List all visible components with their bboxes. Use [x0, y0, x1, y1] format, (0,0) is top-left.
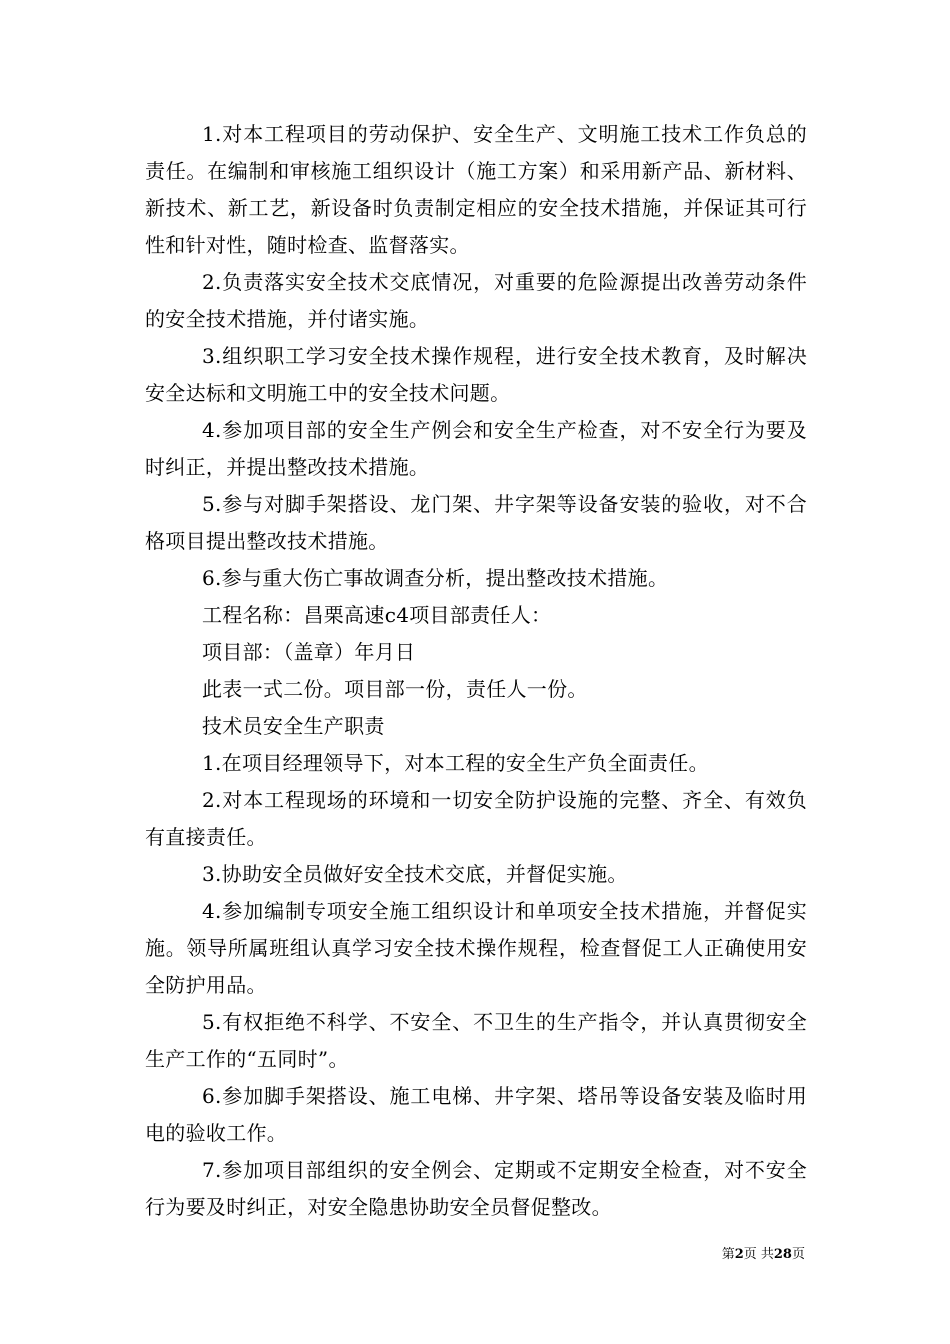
footer-middle: 页 共: [743, 1247, 774, 1262]
copies-note: 此表一式二份。项目部一份，责任人一份。: [202, 677, 588, 701]
section-heading: 技术员安全生产职责: [202, 714, 385, 738]
paragraph: 1.对本工程项目的劳动保护、安全生产、文明施工技术工作负总的责任。在编制和审核施工组织设计（施工方案）和采用新产品、新材料、新技术、新工艺，新设备时负责制定相应的安全技术措施，并保证其可行性和针对性，随时检查、监督落实。: [145, 122, 807, 257]
paragraph: 3.协助安全员做好安全技术交底，并督促实施。: [202, 862, 628, 886]
paragraph: 6.参与重大伤亡事故调查分析，提出整改技术措施。: [202, 566, 669, 590]
footer-total-pages: 28: [773, 1247, 792, 1262]
footer-page-number: 2: [734, 1247, 744, 1262]
paragraph: 5.参与对脚手架搭设、龙门架、井字架等设备安装的验收，对不合格项目提出整改技术措施。: [145, 492, 807, 553]
paragraph: 4.参加项目部的安全生产例会和安全生产检查，对不安全行为要及时纠正，并提出整改技术措施。: [145, 418, 807, 479]
paragraph: 6.参加脚手架搭设、施工电梯、井字架、塔吊等设备安装及临时用电的验收工作。: [145, 1084, 807, 1145]
footer-suffix: 页: [791, 1247, 805, 1262]
paragraph: 3.组织职工学习安全技术操作规程，进行安全技术教育，及时解决安全达标和文明施工中的安全技术问题。: [145, 344, 807, 405]
page-footer: [722, 1247, 805, 1263]
paragraph: 2.负责落实安全技术交底情况，对重要的危险源提出改善劳动条件的安全技术措施，并付诸实施。: [145, 270, 807, 331]
footer-prefix: 第: [721, 1247, 735, 1262]
paragraph: 4.参加编制专项安全施工组织设计和单项安全技术措施，并督促实施。领导所属班组认真学习安全技术操作规程，检查督促工人正确使用安全防护用品。: [145, 899, 807, 997]
paragraph: 7.参加项目部组织的安全例会、定期或不定期安全检查，对不安全行为要及时纠正，对安全隐患协助安全员督促整改。: [145, 1158, 807, 1219]
project-dept-stamp-line: 项目部：（盖章）年月日: [202, 640, 416, 664]
project-name-line: 工程名称：昌栗高速c4项目部责任人：: [202, 603, 552, 627]
paragraph: 5.有权拒绝不科学、不安全、不卫生的生产指令，并认真贯彻安全生产工作的“五同时”。: [145, 1010, 807, 1071]
document-body: [145, 116, 807, 1226]
paragraph: 2.对本工程现场的环境和一切安全防护设施的完整、齐全、有效负有直接责任。: [145, 788, 807, 849]
paragraph: 1.在项目经理领导下，对本工程的安全生产负全面责任。: [202, 751, 709, 775]
